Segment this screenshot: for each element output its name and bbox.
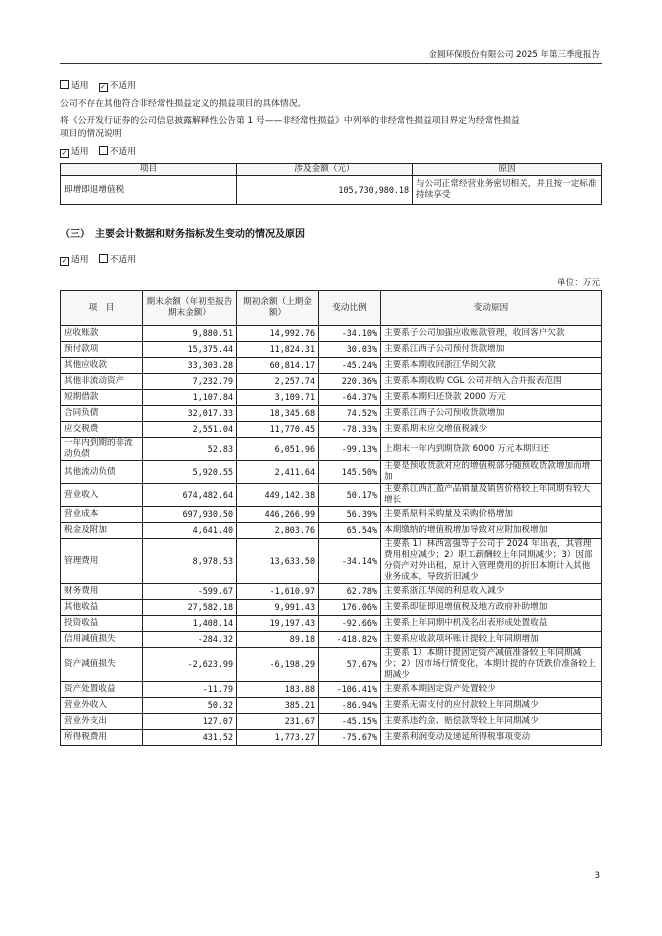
unit-label: 单位：万元 (557, 278, 600, 288)
cell-change-pct: 145.50% (319, 461, 381, 484)
cell-change-pct: -86.94% (319, 698, 381, 714)
cell-end-balance: 127.07 (143, 714, 237, 730)
cell-reason: 主要系浙江华阅的利息收入减少 (381, 584, 602, 600)
cell-change-pct: 65.54% (319, 523, 381, 539)
cell-end-balance: 1,408.14 (143, 616, 237, 632)
block3-options (60, 254, 146, 267)
cell-change-pct: -92.66% (319, 616, 381, 632)
cell-begin-balance: 446,266.99 (237, 507, 319, 523)
cell-change-pct: -34.10% (319, 326, 381, 342)
na-option[interactable]: 不适用 (99, 147, 136, 157)
page-number: 3 (594, 871, 600, 881)
cell-change-pct: -99.13% (319, 438, 381, 461)
table-row (61, 648, 602, 682)
na-checkbox[interactable]: ✓ (100, 83, 107, 91)
cell-begin-balance: 18,345.68 (237, 406, 319, 422)
cell-end-balance: -284.32 (143, 632, 237, 648)
cell-change-pct: 62.78% (319, 584, 381, 600)
apply-option[interactable]: ✓ 适用 (61, 255, 89, 265)
table-row (61, 326, 602, 342)
cell-reason: 主要系无需支付的应付款较上年同期减少 (381, 698, 602, 714)
block1-options (60, 80, 146, 93)
table-row (61, 632, 602, 648)
col-header-end-balance: 期末余额（年初至报告期末金额） (143, 291, 237, 326)
cell-reason: 主要系 1）本期计提固定资产减值准备较上年同期减少；2）因市场行情变化，本期计提的存货跌价准备较上期减少 (381, 648, 602, 682)
block2-options (60, 146, 146, 159)
cell-item: 即增即退增值税 (61, 176, 237, 205)
na-option[interactable]: ✓ 不适用 (100, 81, 137, 91)
cell-end-balance: 2,551.04 (143, 422, 237, 438)
cell-reason: 与公司正常经营业务密切相关，并且按一定标准持续享受 (413, 176, 602, 205)
cell-item: 其他非流动资产 (61, 374, 143, 390)
cell-begin-balance: 385.21 (237, 698, 319, 714)
table-row (61, 730, 602, 746)
cell-item: 一年内到期的非流动负债 (61, 438, 143, 461)
cell-end-balance: 32,017.33 (143, 406, 237, 422)
table-row (61, 176, 602, 205)
header-rule (60, 63, 602, 64)
cell-begin-balance: 13,633.50 (237, 539, 319, 584)
cell-reason: 主要系江西子公司预付货款增加 (381, 342, 602, 358)
cell-reason: 主要系江西汇盈产品销量及销售价格较上年同期有较大增长 (381, 484, 602, 507)
table-row (61, 539, 602, 584)
cell-begin-balance: 449,142.38 (237, 484, 319, 507)
cell-begin-balance: 1,773.27 (237, 730, 319, 746)
cell-begin-balance: 6,051.96 (237, 438, 319, 461)
apply-option[interactable]: 适用 (60, 81, 89, 91)
col-header-item: 项 目 (61, 291, 143, 326)
cell-change-pct: 57.67% (319, 648, 381, 682)
cell-change-pct: 56.39% (319, 507, 381, 523)
na-option[interactable]: 不适用 (99, 255, 136, 265)
cell-change-pct: -34.14% (319, 539, 381, 584)
cell-item: 资产处置收益 (61, 682, 143, 698)
table-row (61, 358, 602, 374)
cell-change-pct: -106.41% (319, 682, 381, 698)
cell-end-balance: -2,623.99 (143, 648, 237, 682)
cell-reason: 主要系 1）林西富强等子公司于 2024 年出表，其管理费用相应减少；2）职工薪酬较上年同期减少；3）因部分资产对外出租，原计入管理费用的折旧本期计入其他业务成本，导致折旧减少 (381, 539, 602, 584)
cell-end-balance: -599.67 (143, 584, 237, 600)
cell-reason: 主要系本期固定资产处置较少 (381, 682, 602, 698)
col-header-change-pct: 变动比例 (319, 291, 381, 326)
cell-change-pct: 176.06% (319, 600, 381, 616)
section-title: （三） 主要会计数据和财务指标发生变动的情况及原因 (60, 229, 305, 240)
cell-end-balance: 33,303.28 (143, 358, 237, 374)
table-row (61, 698, 602, 714)
cell-item: 资产减值损失 (61, 648, 143, 682)
table-row (61, 523, 602, 539)
cell-reason: 主要系利润变动及递延所得税事项变动 (381, 730, 602, 746)
cell-change-pct: -64.37% (319, 390, 381, 406)
na-checkbox[interactable] (99, 146, 108, 155)
table-row (61, 600, 602, 616)
cell-begin-balance: 89.18 (237, 632, 319, 648)
cell-begin-balance: 60,814.17 (237, 358, 319, 374)
cell-end-balance: 697,930.50 (143, 507, 237, 523)
cell-item: 营业成本 (61, 507, 143, 523)
cell-begin-balance: 11,824.31 (237, 342, 319, 358)
cell-reason: 主要系本期归还贷款 2000 万元 (381, 390, 602, 406)
table-row (61, 507, 602, 523)
cell-reason: 主要系即征即退增值税及地方政府补助增加 (381, 600, 602, 616)
cell-change-pct: -45.15% (319, 714, 381, 730)
cell-reason: 上期末一年内到期贷款 6000 万元本期归还 (381, 438, 602, 461)
cell-item: 营业外支出 (61, 714, 143, 730)
apply-checkbox[interactable] (60, 80, 69, 89)
cell-begin-balance: 14,992.76 (237, 326, 319, 342)
cell-begin-balance: -6,198.29 (237, 648, 319, 682)
cell-end-balance: 9,880.51 (143, 326, 237, 342)
cell-item: 财务费用 (61, 584, 143, 600)
apply-checkbox[interactable]: ✓ (61, 257, 68, 265)
table-row (61, 390, 602, 406)
cell-reason: 主要系原料采购量及采购价格增加 (381, 507, 602, 523)
cell-begin-balance: 2,411.64 (237, 461, 319, 484)
cell-reason: 本期缴纳的增值税增加导致对应附加税增加 (381, 523, 602, 539)
cell-item: 税金及附加 (61, 523, 143, 539)
cell-item: 其他流动负债 (61, 461, 143, 484)
paragraph-text: 公司不存在其他符合非经常性损益定义的损益项目的具体情况。 (60, 99, 307, 109)
cell-end-balance: 15,375.44 (143, 342, 237, 358)
table-row (61, 584, 602, 600)
cell-reason: 主要系违约金、赔偿款等较上年同期减少 (381, 714, 602, 730)
cell-end-balance: 7,232.79 (143, 374, 237, 390)
table-row (61, 438, 602, 461)
cell-reason: 主要系上年同期中机茂名出表形成处置收益 (381, 616, 602, 632)
cell-end-balance: 1,107.84 (143, 390, 237, 406)
cell-begin-balance: 3,109.71 (237, 390, 319, 406)
cell-begin-balance: 231.67 (237, 714, 319, 730)
cell-item: 营业外收入 (61, 698, 143, 714)
cell-item: 营业收入 (61, 484, 143, 507)
cell-change-pct: 30.03% (319, 342, 381, 358)
cell-end-balance: 4,641.40 (143, 523, 237, 539)
paragraph-text: 将《公开发行证券的公司信息披露解释性公告第 1 号——非经常性损益》中列举的非经常性损益项目界定为经常性损益 (60, 116, 520, 126)
col-header-reason: 变动原因 (381, 291, 602, 326)
table-row (61, 342, 602, 358)
cell-end-balance: 431.52 (143, 730, 237, 746)
cell-item: 合同负债 (61, 406, 143, 422)
apply-option[interactable]: ✓ 适用 (61, 147, 89, 157)
cell-item: 预付款项 (61, 342, 143, 358)
cell-change-pct: -78.33% (319, 422, 381, 438)
cell-begin-balance: 183.88 (237, 682, 319, 698)
cell-begin-balance: 11,770.45 (237, 422, 319, 438)
cell-reason: 主要系子公司加强应收账款管理，收回客户欠款 (381, 326, 602, 342)
cell-amount: 105,730,980.18 (237, 176, 413, 205)
table-row (61, 374, 602, 390)
cell-change-pct: 220.36% (319, 374, 381, 390)
cell-change-pct: -75.67% (319, 730, 381, 746)
cell-item: 应收账款 (61, 326, 143, 342)
cell-change-pct: -45.24% (319, 358, 381, 374)
cell-reason: 主要是预收货款对应的增值税部分随预收货款增加而增加 (381, 461, 602, 484)
table-row (61, 422, 602, 438)
report-header: 金圆环保股份有限公司 2025 年第三季度报告 (428, 50, 600, 60)
financial-changes-table (60, 290, 602, 746)
cell-end-balance: 8,978.53 (143, 539, 237, 584)
cell-begin-balance: 19,197.43 (237, 616, 319, 632)
cell-begin-balance: 2,257.74 (237, 374, 319, 390)
col-header-item: 项目 (61, 164, 237, 176)
cell-end-balance: 674,482.64 (143, 484, 237, 507)
cell-end-balance: 27,582.18 (143, 600, 237, 616)
apply-checkbox[interactable]: ✓ (61, 149, 68, 157)
cell-reason: 主要系应收款项坏账计提较上年同期增加 (381, 632, 602, 648)
na-checkbox[interactable] (99, 254, 108, 263)
cell-change-pct: 74.52% (319, 406, 381, 422)
col-header-reason: 原因 (413, 164, 602, 176)
cell-change-pct: -418.82% (319, 632, 381, 648)
cell-reason: 主要系期末应交增值税减少 (381, 422, 602, 438)
nonrecurring-table (60, 163, 602, 205)
cell-item: 其他收益 (61, 600, 143, 616)
cell-item: 短期借款 (61, 390, 143, 406)
cell-begin-balance: 9,991.43 (237, 600, 319, 616)
table-row (61, 406, 602, 422)
col-header-begin-balance: 期初余额（上期金额） (237, 291, 319, 326)
cell-item: 信用减值损失 (61, 632, 143, 648)
cell-end-balance: 52.83 (143, 438, 237, 461)
cell-begin-balance: -1,610.97 (237, 584, 319, 600)
cell-item: 所得税费用 (61, 730, 143, 746)
paragraph-text: 项目的情况说明 (60, 129, 122, 139)
cell-change-pct: 50.17% (319, 484, 381, 507)
cell-item: 应交税费 (61, 422, 143, 438)
cell-end-balance: 5,920.55 (143, 461, 237, 484)
table-row (61, 484, 602, 507)
table-row (61, 714, 602, 730)
cell-end-balance: -11.79 (143, 682, 237, 698)
cell-reason: 主要系本期收回浙江华阅欠款 (381, 358, 602, 374)
cell-item: 投资收益 (61, 616, 143, 632)
cell-item: 其他应收款 (61, 358, 143, 374)
cell-begin-balance: 2,803.76 (237, 523, 319, 539)
table-row (61, 616, 602, 632)
table-row (61, 682, 602, 698)
cell-reason: 主要系江西子公司预收货款增加 (381, 406, 602, 422)
cell-end-balance: 50.32 (143, 698, 237, 714)
table-row (61, 461, 602, 484)
col-header-amount: 涉及金额（元） (237, 164, 413, 176)
cell-reason: 主要系本期收购 CGL 公司并纳入合并报表范围 (381, 374, 602, 390)
cell-item: 管理费用 (61, 539, 143, 584)
